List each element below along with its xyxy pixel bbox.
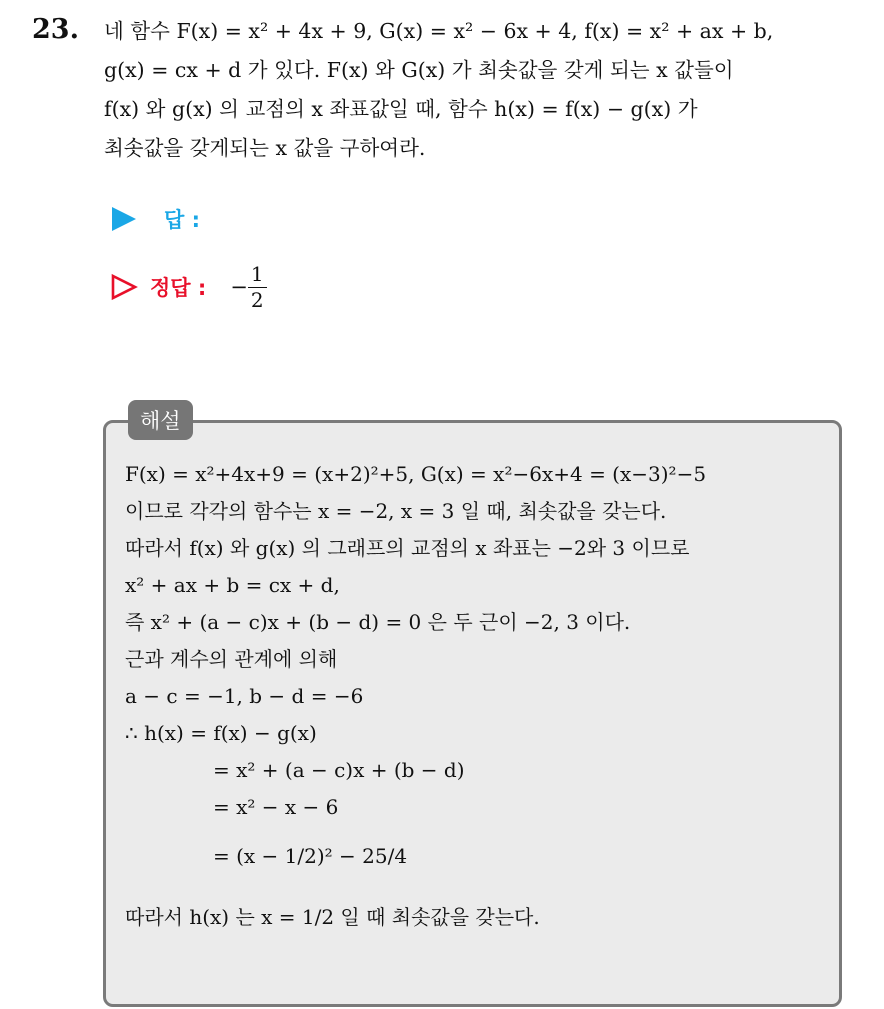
outline-triangle-icon: [110, 273, 138, 301]
solution-line: ∴ h(x) = f(x) − g(x): [125, 721, 317, 745]
question-text: [104, 12, 874, 168]
solution-line: = x² + (a − c)x + (b − d): [213, 758, 465, 782]
solution-line: 따라서 f(x) 와 g(x) 의 그래프의 교점의 x 좌표는 −2와 3 이므로: [125, 536, 690, 560]
correct-answer-label: 정답 :: [150, 276, 207, 300]
solution-body: [125, 456, 837, 948]
answer-row: [112, 202, 200, 236]
solution-line: 이므로 각각의 함수는 x = −2, x = 3 일 때, 최솟값을 갖는다.: [125, 499, 667, 523]
solution-line: x² + ax + b = cx + d,: [125, 573, 340, 597]
correct-answer-row: [110, 258, 267, 316]
play-triangle-icon: [112, 207, 136, 231]
question-line: f(x) 와 g(x) 의 교점의 x 좌표값일 때, 함수 h(x) = f(x) − g(x) 가: [104, 97, 698, 121]
solution-line: = (x − 1/2)² − 25/4: [213, 844, 408, 868]
fraction-denominator: 2: [248, 287, 267, 311]
question-line: 최솟값을 갖게되는 x 값을 구하여라.: [104, 136, 426, 160]
correct-answer-sign: −: [230, 275, 248, 299]
fraction-numerator: 1: [250, 261, 264, 286]
answer-label: 답 :: [164, 208, 200, 232]
question-line: g(x) = cx + d 가 있다. F(x) 와 G(x) 가 최솟값을 갖게 되는 x 값들이: [104, 58, 734, 82]
correct-answer-fraction: [248, 261, 267, 312]
solution-line: F(x) = x²+4x+9 = (x+2)²+5, G(x) = x²−6x+4 = (x−3)²−5: [125, 462, 707, 486]
solution-line: = x² − x − 6: [213, 795, 339, 819]
solution-line: 즉 x² + (a − c)x + (b − d) = 0 은 두 근이 −2, 3 이다.: [125, 610, 631, 634]
question-line: 네 함수 F(x) = x² + 4x + 9, G(x) = x² − 6x + 4, f(x) = x² + ax + b,: [104, 19, 774, 43]
question-number: 23.: [32, 14, 79, 45]
solution-line: 근과 계수의 관계에 의해: [125, 647, 338, 671]
correct-answer-value: [230, 261, 266, 312]
solution-line: a − c = −1, b − d = −6: [125, 684, 364, 708]
solution-line: 따라서 h(x) 는 x = 1/2 일 때 최솟값을 갖는다.: [125, 904, 540, 929]
solution-tag: 해설: [128, 400, 193, 440]
